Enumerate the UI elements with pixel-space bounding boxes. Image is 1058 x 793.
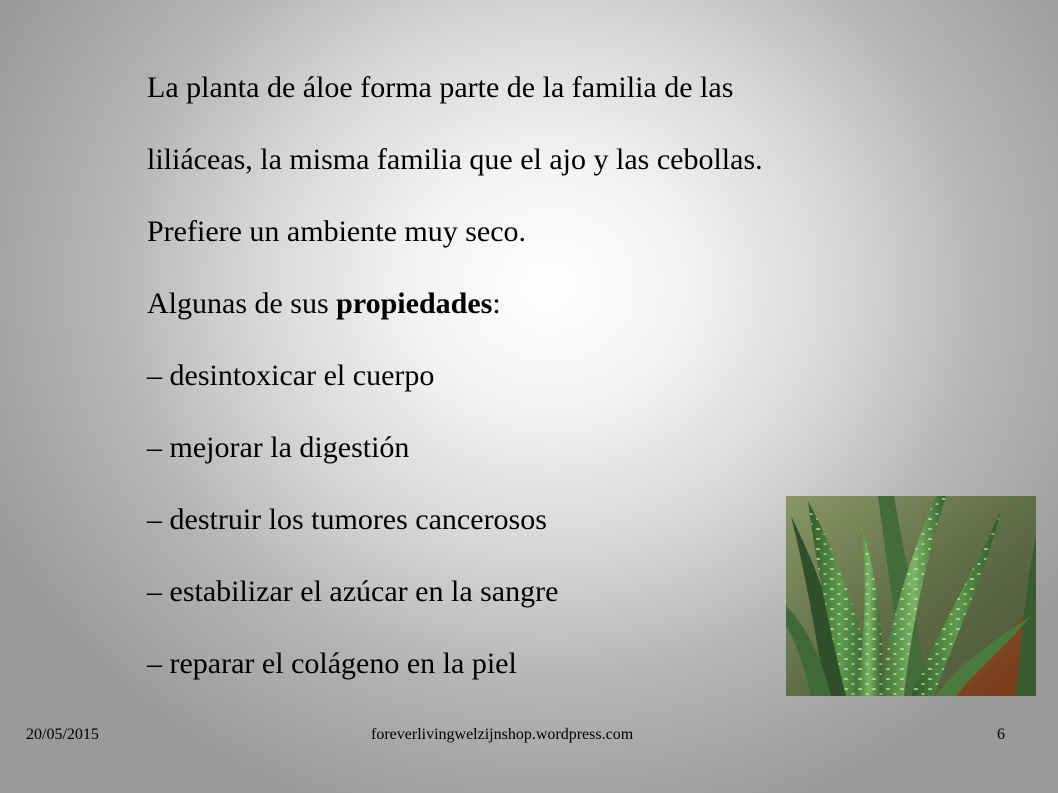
property-item-5: – reparar el colágeno en la piel — [147, 647, 517, 680]
body-line-2: liliáceas, la misma familia que el ajo y las cebollas. — [147, 143, 763, 176]
footer-website: foreverlivingwelzijnshop.wordpress.com — [371, 726, 634, 743]
footer-date: 20/05/2015 — [26, 726, 99, 743]
property-item-1: – desintoxicar el cuerpo — [147, 359, 435, 392]
properties-intro: Algunas de sus — [147, 287, 337, 320]
footer-page-number: 6 — [997, 726, 1005, 743]
property-item-4: – estabilizar el azúcar en la sangre — [147, 575, 559, 608]
properties-colon: : — [492, 287, 501, 320]
body-line-1: La planta de áloe forma parte de la familia de las — [147, 71, 734, 104]
property-item-2: – mejorar la digestión — [147, 431, 410, 464]
body-line-4 — [147, 284, 1027, 356]
body-line-3: Prefiere un ambiente muy seco. — [147, 215, 527, 248]
aloe-vera-photo — [786, 496, 1036, 696]
properties-keyword: propiedades — [336, 287, 493, 320]
aloe-vera-illustration — [786, 496, 1036, 696]
property-item-3: – destruir los tumores cancerosos — [147, 503, 547, 536]
